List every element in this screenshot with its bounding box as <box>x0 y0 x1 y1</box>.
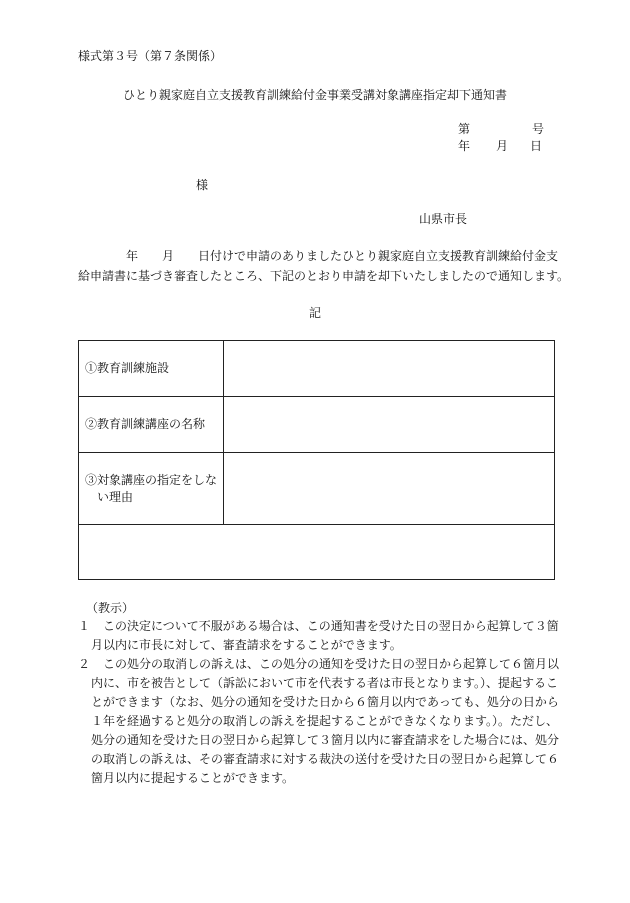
note-line: この処分の取消しの訴えは、この処分の通知を受けた日の翌日から起算して６箇月以 <box>91 657 560 671</box>
reference-number <box>458 121 544 137</box>
note-item <box>78 617 558 655</box>
form-number: 様式第３号（第７条関係） <box>78 49 223 63</box>
note-line: とができます（なお、処分の通知を受けた日から６箇月以内であっても、処分の日から <box>91 695 559 709</box>
table-row <box>79 525 555 580</box>
table-row <box>79 453 555 525</box>
addressee: 様 <box>196 178 209 192</box>
issue-date <box>458 138 544 154</box>
value-training-facility <box>224 341 555 397</box>
note-number: ２ <box>78 657 91 671</box>
note-number: １ <box>78 619 91 633</box>
note-line: 処分の通知を受けた日の翌日から起算して３箇月以内に審査請求をした場合には、処分 <box>91 733 560 747</box>
note-line: 月以内に市長に対して、審査請求をすることができます。 <box>91 638 402 652</box>
note-line: の取消しの訴えは、その審査請求に対する裁決の送付を受けた日の翌日から起算して６ <box>91 752 560 766</box>
reference-dai: 第 <box>458 122 471 136</box>
label-rejection-reason-line-2: い理由 <box>85 489 134 504</box>
label-rejection-reason-line-1: ③対象講座の指定をしな <box>85 472 218 487</box>
value-rejection-reason <box>224 453 555 525</box>
date-day: 日 <box>530 139 543 153</box>
table-row <box>79 397 555 453</box>
label-training-facility: ①教育訓練施設 <box>79 341 224 397</box>
blank-row <box>79 525 555 580</box>
note-item <box>78 655 558 788</box>
body-line-2: 給申請書に基づき審査したところ、下記のとおり申請を却下いたしましたので通知します。 <box>78 269 570 283</box>
note-line: 箇月以内に提起することができます。 <box>91 771 295 785</box>
label-course-name: ②教育訓練講座の名称 <box>79 397 224 453</box>
info-table <box>78 340 555 580</box>
body-line-1: 年 月 日付けで申請のありましたひとり親家庭自立支援教育訓練給付金支 <box>78 249 559 263</box>
document-title: ひとり親家庭自立支援教育訓練給付金事業受講対象講座指定却下通知書 <box>122 88 507 102</box>
date-year: 年 <box>458 139 471 153</box>
note-line: この決定について不服がある場合は、この通知書を受けた日の翌日から起算して３箇 <box>91 619 559 633</box>
notes-heading: （教示） <box>86 601 135 615</box>
table-row <box>79 341 555 397</box>
ki-heading: 記 <box>308 306 321 320</box>
note-line: 内に、市を被告として（訴訟において市を代表する者は市長となります。）、提起するこ <box>91 676 559 690</box>
value-course-name <box>224 397 555 453</box>
date-month: 月 <box>496 139 509 153</box>
sender: 山県市長 <box>419 212 468 226</box>
label-rejection-reason <box>79 453 224 525</box>
reference-go: 号 <box>531 122 544 136</box>
note-line: １年を経過すると処分の取消しの訴えを提起することができなくなります。）。ただし、 <box>91 714 559 728</box>
